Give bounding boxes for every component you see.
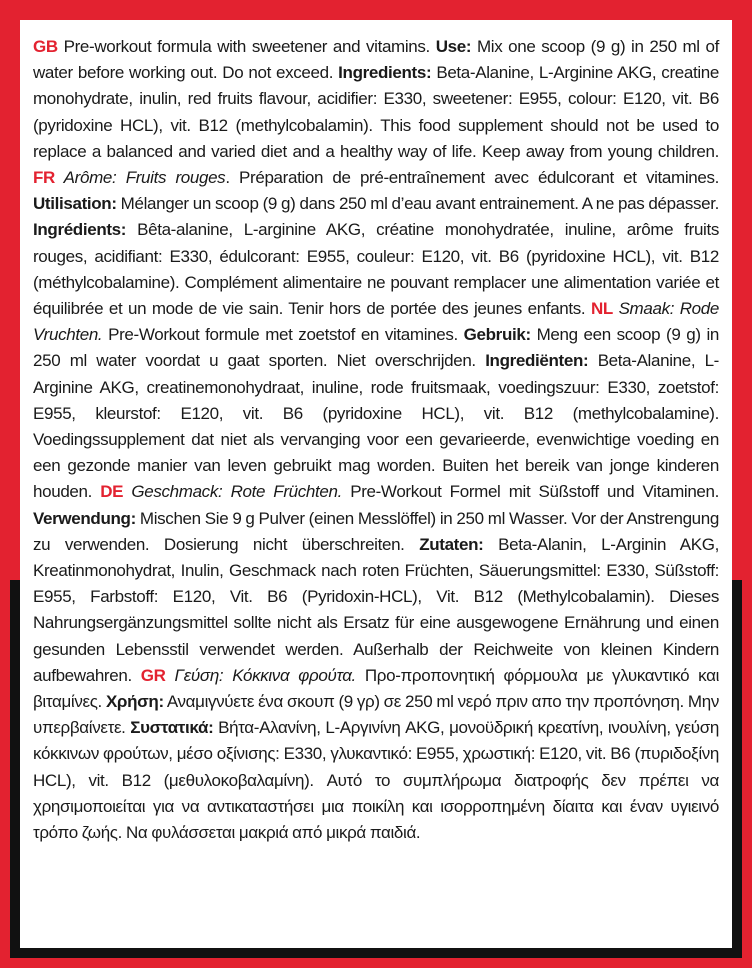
gb-use-text: Mix one scoop (9 g) in 250 ml of water before working out. Do not exceed. — [33, 37, 719, 83]
gr-use-text: Αναμιγνύετε ένα σκουπ (9 γρ) σε 250 ml νερό πριν απο την προπόνηση. Μην υπερβαίνετε. — [33, 692, 719, 738]
gb-ingredients-text: Beta-Alanine, L-Arginine AKG, creatine monohydrate, inulin, red fruits flavour, acidifier: E330, sweetener: E955, colour: E120, vit. B6 (pyridoxine HCL), vit. B12 (methylcobalamin). This food supplement should not be used to replace a balanced and varied diet and a healthy way of life. Keep away from young children. — [33, 63, 719, 161]
nl-intro: Pre-Workout formule met zoetstof en vitamines. — [102, 325, 464, 345]
fr-intro: . Préparation de pré-entraînement avec édulcorant et vitamines. — [225, 168, 720, 188]
de-ingredients-text: Beta-Alanin, L-Arginin AKG, Kreatinmonohydrat, Inulin, Geschmack nach roten Früchten, Säuerungsmittel: E330, Süßstoff: E955, Farbstoff: E120, Vit. B6 (Pyridoxin-HCL), Vit. B12 (Methylcobalamin). Dieses Nahrungsergänzungsmittel sollte nicht als Ersatz für eine ausgewogene Ernährung und einen gesunden Lebensstil verwendet werden. Außerhalb der Reichweite von kleinen Kindern aufbewahren. — [33, 534, 719, 685]
lang-code-nl: NL — [590, 299, 613, 319]
gb-use-label: Use: — [435, 37, 472, 56]
fr-ingredients-label: Ingrédients: — [33, 220, 127, 240]
gr-use-label: Χρήση: — [105, 692, 164, 712]
lang-code-fr: FR — [33, 168, 55, 188]
de-flavour: Geschmack: Rote Früchten. — [123, 482, 342, 502]
gr-ingredients-text: Βήτα-Αλανίνη, L-Αργινίνη AKG, μονοϋδρική κρεατίνη, ινουλίνη, γεύση κόκκινων φρούτων, μέσο οξίνισης: E330, γλυκαντικό: E955, χρωστική: E120, vit. B6 (πυριδοξίνη HCL), vit. B12 (μεθυλοκοβαλαμίνη). Αυτό το συμπλήρωμα διατροφής δεν πρέπει να χρησιμοποιείται για να αντικαταστήσει μια ποικίλη και ισορροπημένη δίαιτα και έναν υγιεινό τρόπο ζωής. Να φυλάσσεται μακριά από μικρά παιδιά. — [33, 718, 719, 843]
gb-intro: Pre-workout formula with sweetener and vitamins. — [57, 37, 436, 56]
text-panel — [20, 20, 732, 948]
nl-ingredients-text: Beta-Alanine, L-Arginine AKG, creatinemonohydraat, inuline, rode fruitsmaak, voedingszuur: E330, zoetstof: E955, kleurstof: E120, vit. B6 (pyridoxine HCL), vit. B12 (methylcobalamine). Voedingssupplement dat niet als vervanging voor een gevarieerde, evenwichtige voeding en een gezonde manier van leven gebruikt mag worden. Buiten het bereik van jonge kinderen houden. — [33, 351, 719, 502]
de-intro: Pre-Workout Formel mit Süßstoff und Vitaminen. — [341, 482, 720, 502]
nl-ingredients-label: Ingrediënten: — [485, 351, 589, 371]
multilingual-label-text — [33, 34, 719, 846]
gr-ingredients-label: Συστατικά: — [130, 718, 214, 738]
lang-code-de: DE — [100, 482, 124, 502]
fr-ingredients-text: Bêta-alanine, L-arginine AKG, créatine monohydratée, inuline, arôme fruits rouges, acidifiant: E330, édulcorant: E955, couleur: E120, vit. B6 (pyridoxine HCL), vit. B12 (méthylcobalamine). Complément alimentaire ne pouvant remplacer une alimentation variée et équilibrée et un mode de vie sain. Tenir hors de portée des jeunes enfants. — [33, 220, 719, 319]
lang-code-gr: GR — [140, 665, 166, 685]
de-ingredients-label: Zutaten: — [419, 534, 484, 554]
nl-flavour: Smaak: Rode Vruchten. — [33, 299, 719, 345]
de-use-label: Verwendung: — [33, 508, 136, 528]
gr-intro: Προ-προπονητική φόρμουλα με γλυκαντικό και βιταμίνες. — [33, 665, 719, 712]
gb-ingredients-label: Ingredients: — [338, 63, 432, 83]
fr-use-text: Mélanger un scoop (9 g) dans 250 ml d’eau avant entrainement. A ne pas dépasser. — [116, 194, 719, 214]
lang-code-gb: GB — [33, 37, 58, 56]
gr-flavour: Γεύση: Κόκκινα φρούτα. — [165, 665, 356, 685]
nl-use-text: Meng een scoop (9 g) in 250 ml water voordat u gaat sporten. Niet overschrijden. — [33, 325, 719, 371]
de-use-text: Mischen Sie 9 g Pulver (einen Messlöffel) in 250 ml Wasser. Vor der Anstrengung zu verwenden. Dosierung nicht überschreiten. — [33, 508, 719, 554]
fr-use-label: Utilisation: — [33, 194, 117, 214]
fr-flavour: Arôme: Fruits rouges — [54, 168, 226, 188]
nl-use-label: Gebruik: — [463, 325, 531, 345]
